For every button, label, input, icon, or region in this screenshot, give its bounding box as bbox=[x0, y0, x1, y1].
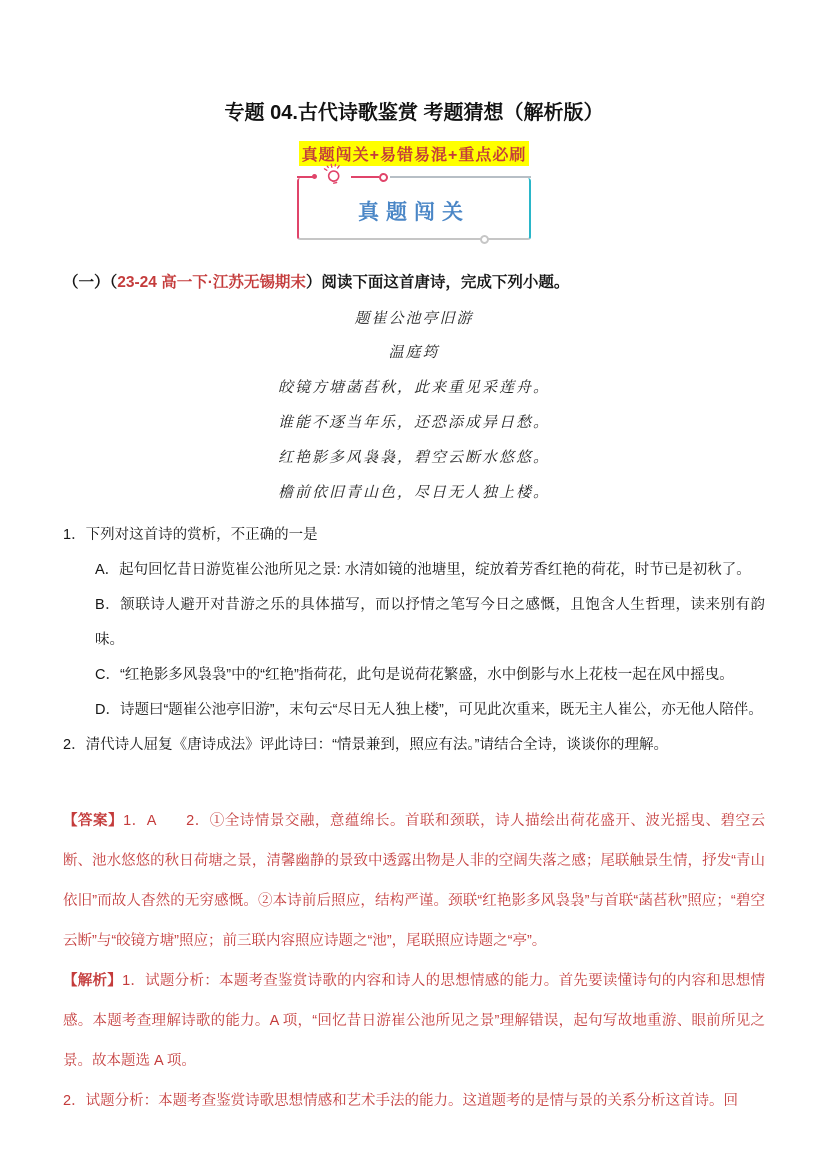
section-heading bbox=[63, 270, 765, 296]
box-dot-decoration bbox=[312, 174, 317, 179]
questions bbox=[63, 518, 765, 763]
box-ring-decoration bbox=[379, 173, 388, 182]
analysis-label: 【解析】 bbox=[63, 973, 123, 989]
topic-box-label: 真题闯关 bbox=[358, 201, 470, 224]
analysis-paragraph-1 bbox=[63, 961, 765, 1081]
box-border-segment bbox=[390, 176, 531, 178]
page-title: 专题 04.古代诗歌鉴赏 考题猜想（解析版） bbox=[224, 102, 604, 124]
answer-body: 1．A 2．①全诗情景交融，意蕴绵长。首联和颈联，诗人描绘出荷花盛开、波光摇曳、碧空云断、池水悠悠的秋日荷塘之景，清馨幽静的景致中透露出物是人非的空阔失落之感；尾联触景生情，抒发“青山依旧”而故人杳然的无穷感慨。②本诗前后照应，结构严谨。颈联“红艳影多风袅袅”与首联“菡萏秋”照应；“碧空云断”与“皎镜方塘”照应；前三联内容照应诗题之“池”，尾联照应诗题之“亭”。 bbox=[63, 813, 766, 949]
answer-paragraph bbox=[63, 801, 765, 961]
box-border-segment bbox=[297, 176, 313, 178]
answer-label: 【答案】 bbox=[63, 813, 124, 829]
section-prefix: （一）（ bbox=[63, 274, 118, 291]
box-ring-decoration bbox=[480, 235, 489, 244]
box-border-segment bbox=[351, 176, 379, 178]
option-a: A．起句回忆昔日游览崔公池所见之景: 水清如镜的池塘里，绽放着芳香红艳的荷花，时节已是初秋了。 bbox=[95, 562, 751, 578]
analysis-body-1: 1．试题分析：本题考查鉴赏诗歌的内容和诗人的思想情感的能力。首先要读懂诗句的内容和思想情感。本题考查理解诗歌的能力。A 项，“回忆昔日游崔公池所见之景”理解错误，起句写故地重游、眼前所见之景。故本题选 A 项。 bbox=[63, 973, 766, 1069]
poem-author: 温庭筠 bbox=[388, 345, 440, 361]
highlighted-banner: 真题闯关+易错易混+重点必刷 bbox=[299, 141, 530, 166]
topic-box bbox=[297, 178, 531, 240]
option-d: D．诗题曰“题崔公池亭旧游”，末句云“尽日无人独上楼”，可见此次重来，既无主人崔公，亦无他人陪伴。 bbox=[95, 702, 763, 718]
question-2-stem: 2．清代诗人屈复《唐诗成法》评此诗曰：“情景兼到，照应有法。”请结合全诗，谈谈你的理解。 bbox=[63, 737, 668, 753]
poem-line: 红艳影多风袅袅，碧空云断水悠悠。 bbox=[277, 450, 550, 466]
poem-line: 檐前依旧青山色，尽日无人独上楼。 bbox=[277, 485, 550, 501]
option-c: C．“红艳影多风袅袅”中的“红艳”指荷花，此句是说荷花繁盛，水中倒影与水上花枝一起在风中摇曳。 bbox=[95, 667, 734, 683]
poem bbox=[63, 304, 765, 508]
section-suffix: ）阅读下面这首唐诗，完成下列小题。 bbox=[305, 274, 570, 291]
poem-line: 谁能不逐当年乐，还恐添成异日愁。 bbox=[277, 415, 550, 431]
analysis-body-2: 2．试题分析：本题考查鉴赏诗歌思想情感和艺术手法的能力。这道题考的是情与景的关系分析这首诗。回 bbox=[63, 1093, 739, 1109]
banner-row bbox=[63, 141, 765, 166]
poem-line: 皎镜方塘菡萏秋，此来重见采莲舟。 bbox=[277, 380, 550, 396]
question-1-stem: 1．下列对这首诗的赏析，不正确的一是 bbox=[63, 527, 318, 543]
analysis-paragraph-2 bbox=[63, 1081, 765, 1121]
option-b: B．颔联诗人避开对昔游之乐的具体描写，而以抒情之笔写今日之感慨，且饱含人生哲理，读来别有韵味。 bbox=[95, 597, 765, 648]
exam-source: 23-24 高一下·江苏无锡期末 bbox=[117, 274, 306, 291]
poem-title: 题崔公池亭旧游 bbox=[354, 311, 474, 327]
